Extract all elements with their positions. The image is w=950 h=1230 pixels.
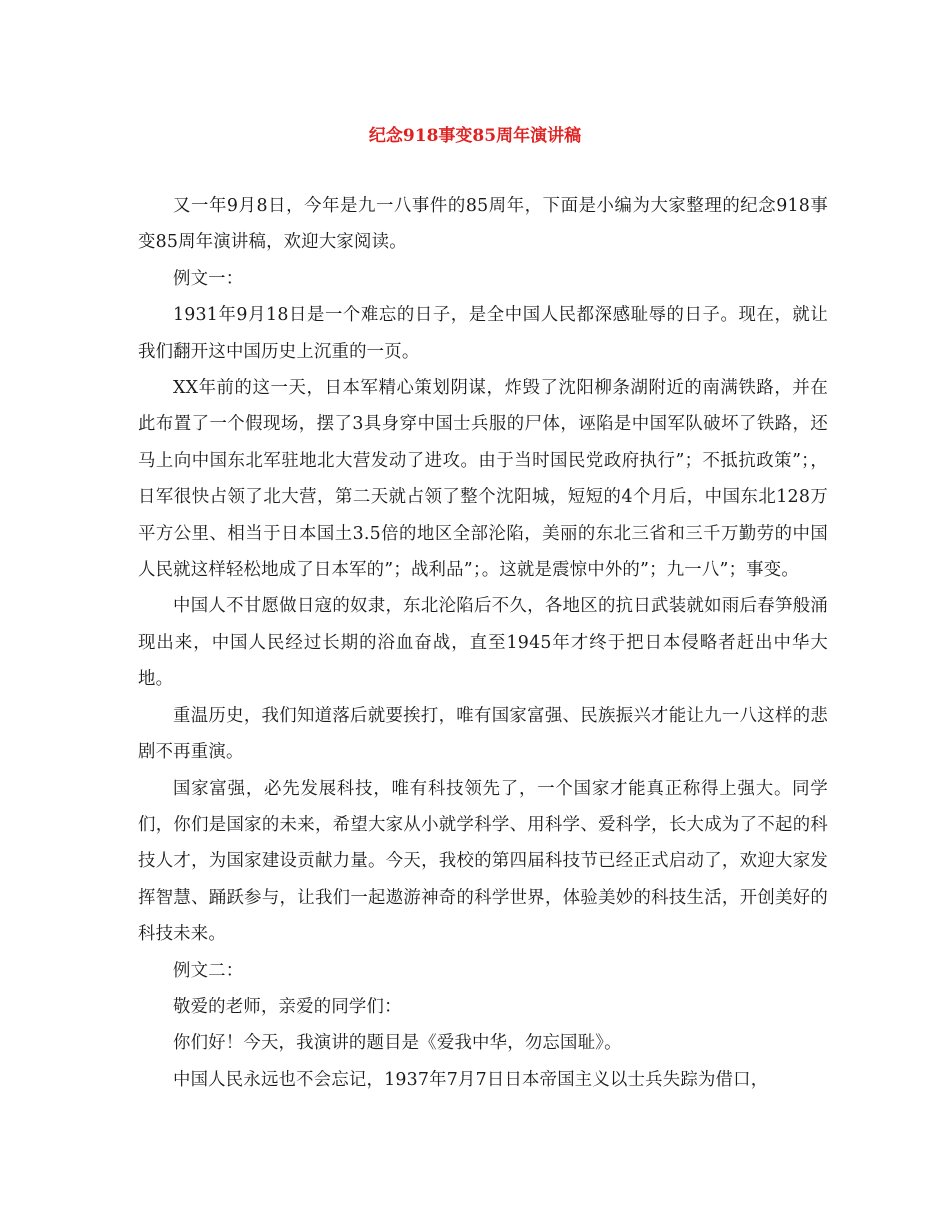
paragraph: 重温历史，我们知道落后就要挨打，唯有国家富强、民族振兴才能让九一八这样的悲剧不再重演。 [138, 705, 828, 763]
paragraph-salutation: 敬爱的老师，亲爱的同学们： [173, 996, 402, 1017]
paragraph: 中国人民永远也不会忘记，1937年7月7日日本帝国主义以士兵失踪为借口， [173, 1069, 769, 1090]
paragraph: 国家富强，必先发展科技，唯有科技领先了，一个国家才能真正称得上强大。同学们，你们是国家的未来，希望大家从小就学科学、用科学、爱科学，长大成为了不起的科技人才，为国家建设贡献力量。今天，我校的第四届科技节已经正式启动了，欢迎大家发挥智慧、踊跃参与，让我们一起遨游神奇的科学世界，体验美妙的科技生活，开创美好的科技未来。 [138, 778, 828, 945]
paragraph-intro: 又一年9月8日，今年是九一八事件的85周年，下面是小编为大家整理的纪念918事变85周年演讲稿，欢迎大家阅读。 [138, 196, 828, 253]
paragraph: 中国人不甘愿做日寇的奴隶，东北沦陷后不久，各地区的抗日武装就如雨后春笋般涌现出来，中国人民经过长期的浴血奋战，直至1945年才终于把日本侵略者赶出中华大地。 [138, 596, 828, 690]
document-body [138, 188, 828, 1098]
document-title: 纪念918事变85周年演讲稿 [368, 126, 582, 146]
paragraph-greeting: 你们好！今天，我演讲的题目是《爱我中华，勿忘国耻》。 [173, 1033, 622, 1054]
paragraph: 1931年9月18日是一个难忘的日子，是全中国人民都深感耻辱的日子。现在，就让我们翻开这中国历史上沉重的一页。 [138, 305, 828, 362]
paragraph-example-two-heading: 例文二： [173, 960, 244, 981]
paragraph-example-one-heading: 例文一： [173, 268, 244, 289]
paragraph: XX年前的这一天，日本军精心策划阴谋，炸毁了沈阳柳条湖附近的南满铁路，并在此布置了一个假现场，摆了3具身穿中国士兵服的尸体，诬陷是中国军队破坏了铁路，还马上向中国东北军驻地北大营发动了进攻。由于当时国民党政府执行”；不抵抗政策”；，日军很快占领了北大营，第二天就占领了整个沈阳城，短短的4个月后，中国东北128万平方公里、相当于日本国土3.5倍的地区全部沦陷，美丽的东北三省和三千万勤劳的中国人民就这样轻松地成了日本军的”；战利品”；。这就是震惊中外的”；九一八”；事变。 [138, 378, 828, 581]
